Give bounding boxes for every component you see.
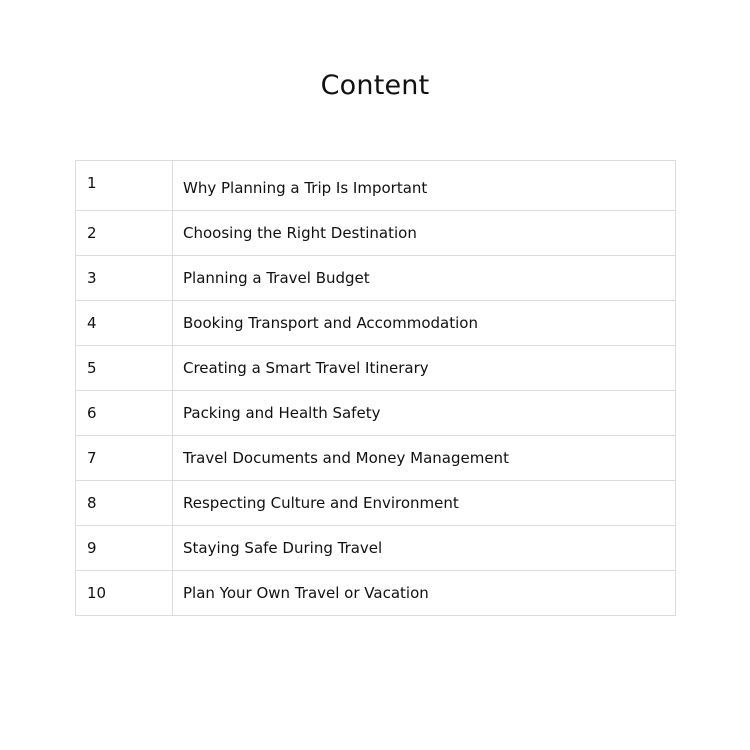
chapter-title: Plan Your Own Travel or Vacation <box>173 571 676 616</box>
chapter-title: Booking Transport and Accommodation <box>173 301 676 346</box>
chapter-number: 7 <box>76 436 173 481</box>
chapter-title: Travel Documents and Money Management <box>173 436 676 481</box>
chapter-title: Packing and Health Safety <box>173 391 676 436</box>
table-row <box>76 346 676 391</box>
chapter-number: 5 <box>76 346 173 391</box>
chapter-title: Planning a Travel Budget <box>173 256 676 301</box>
table-row <box>76 161 676 211</box>
table-row <box>76 301 676 346</box>
chapter-number: 4 <box>76 301 173 346</box>
chapter-number: 3 <box>76 256 173 301</box>
chapter-title: Choosing the Right Destination <box>173 211 676 256</box>
chapter-number: 8 <box>76 481 173 526</box>
table-row <box>76 391 676 436</box>
chapter-title: Why Planning a Trip Is Important <box>173 161 676 211</box>
chapter-title: Creating a Smart Travel Itinerary <box>173 346 676 391</box>
chapter-number: 6 <box>76 391 173 436</box>
chapter-number: 9 <box>76 526 173 571</box>
chapter-number: 10 <box>76 571 173 616</box>
table-row <box>76 436 676 481</box>
chapter-title: Staying Safe During Travel <box>173 526 676 571</box>
chapter-number: 1 <box>76 161 173 211</box>
page-title: Content <box>320 70 430 101</box>
table-row <box>76 256 676 301</box>
table-row <box>76 526 676 571</box>
chapter-number: 2 <box>76 211 173 256</box>
table-row <box>76 481 676 526</box>
table-row <box>76 211 676 256</box>
toc-table <box>75 160 676 616</box>
table-row <box>76 571 676 616</box>
chapter-title: Respecting Culture and Environment <box>173 481 676 526</box>
